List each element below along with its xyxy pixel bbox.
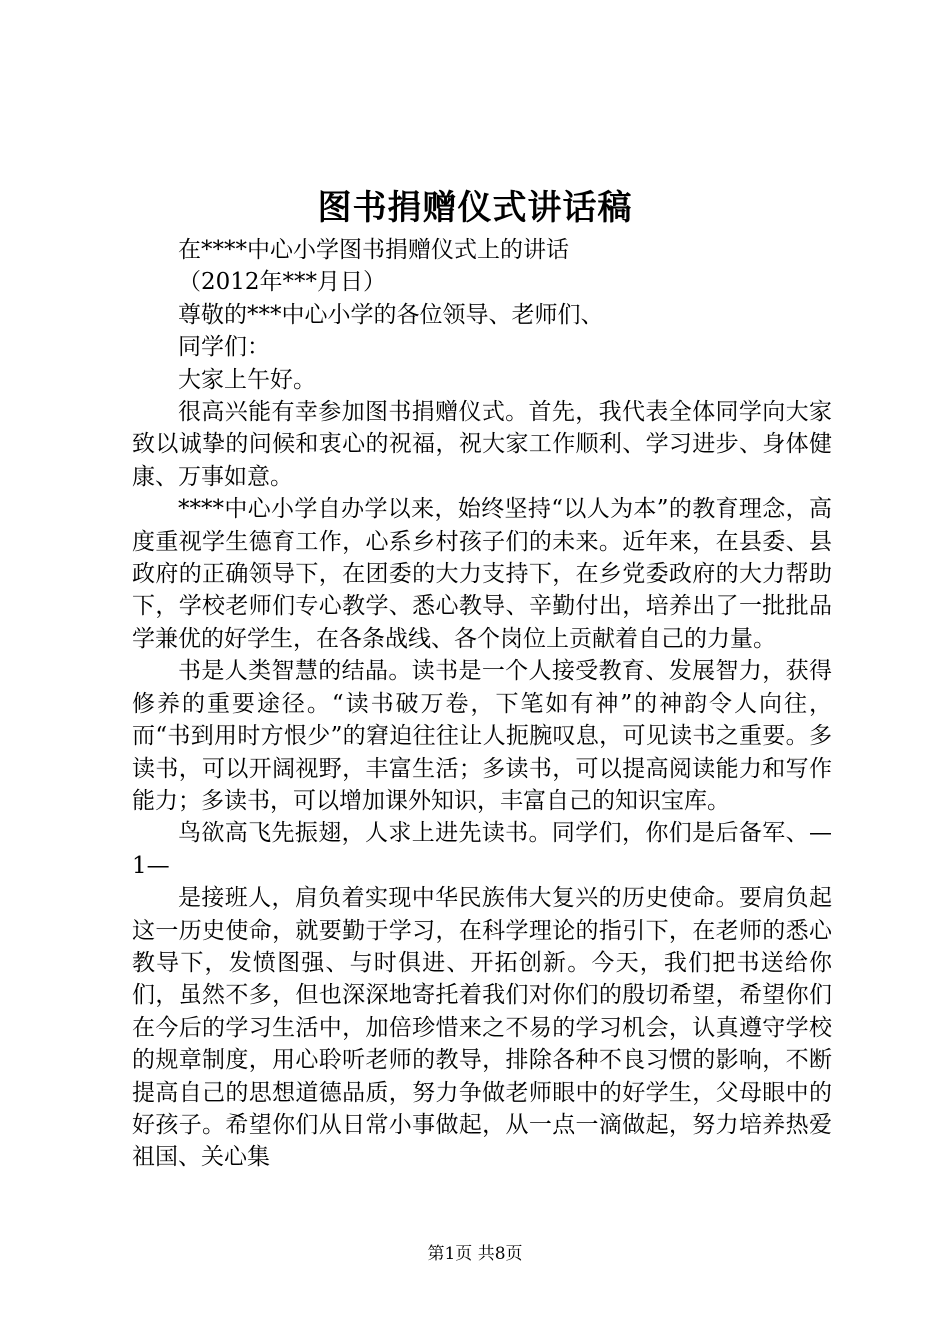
greeting: 大家上午好。 (178, 366, 316, 393)
paragraph-school: ****中心小学自办学以来，始终坚持“以人为本”的教育理念，高度重视学生德育工作，心系乡村孩子们的未来。近年来，在县委、县政府的正确领导下，在团委的大力支持下，在乡党委政府的大力帮助下，学校老师们专心教学、悉心教导、辛勤付出，培养出了一批批品学兼优的好学生，在各条战线、各个岗位上贡献着自己的力量。 (132, 496, 832, 652)
document-body (132, 234, 832, 1174)
paragraph-successors: 是接班人，肩负着实现中华民族伟大复兴的历史使命。要肩负起这一历史使命，就要勤于学习，在科学理论的指引下，在老师的悉心教导下，发愤图强、与时俱进、开拓创新。今天，我们把书送给你们，虽然不多，但也深深地寄托着我们对你们的殷切希望，希望你们在今后的学习生活中，加倍珍惜来之不易的学习机会，认真遵守学校的规章制度，用心聆听老师的教导，排除各种不良习惯的影响，不断提高自己的思想道德品质，努力争做老师眼中的好学生，父母眼中的好孩子。希望你们从日常小事做起，从一点一滴做起，努力培养热爱祖国、关心集 (132, 885, 832, 1171)
paragraph-opening: 很高兴能有幸参加图书捐赠仪式。首先，我代表全体同学向大家致以诚挚的问候和衷心的祝福，祝大家工作顺利、学习进步、身体健康、万事如意。 (132, 399, 832, 490)
document-title: 图书捐赠仪式讲话稿 (317, 188, 633, 228)
page-number: 第1页 共8页 (427, 1244, 523, 1264)
salutation-line-1: 尊敬的***中心小学的各位领导、老师们、 (178, 301, 604, 328)
paragraph-encouragement: 鸟欲高飞先振翅，人求上进先读书。同学们，你们是后备军、—1— (132, 820, 832, 879)
speech-date: （2012年***月日） (178, 269, 387, 296)
speech-heading: 在****中心小学图书捐赠仪式上的讲话 (178, 237, 569, 263)
salutation-line-2: 同学们： (178, 334, 270, 361)
paragraph-reading: 书是人类智慧的结晶。读书是一个人接受教育、发展智力，获得修养的重要途径。“读书破万卷，下笔如有神”的神韵令人向往，而“书到用时方恨少”的窘迫往往让人扼腕叹息，可见读书之重要。多读书，可以开阔视野，丰富生活；多读书，可以提高阅读能力和写作能力；多读书，可以增加课外知识，丰富自己的知识宝库。 (132, 658, 832, 814)
